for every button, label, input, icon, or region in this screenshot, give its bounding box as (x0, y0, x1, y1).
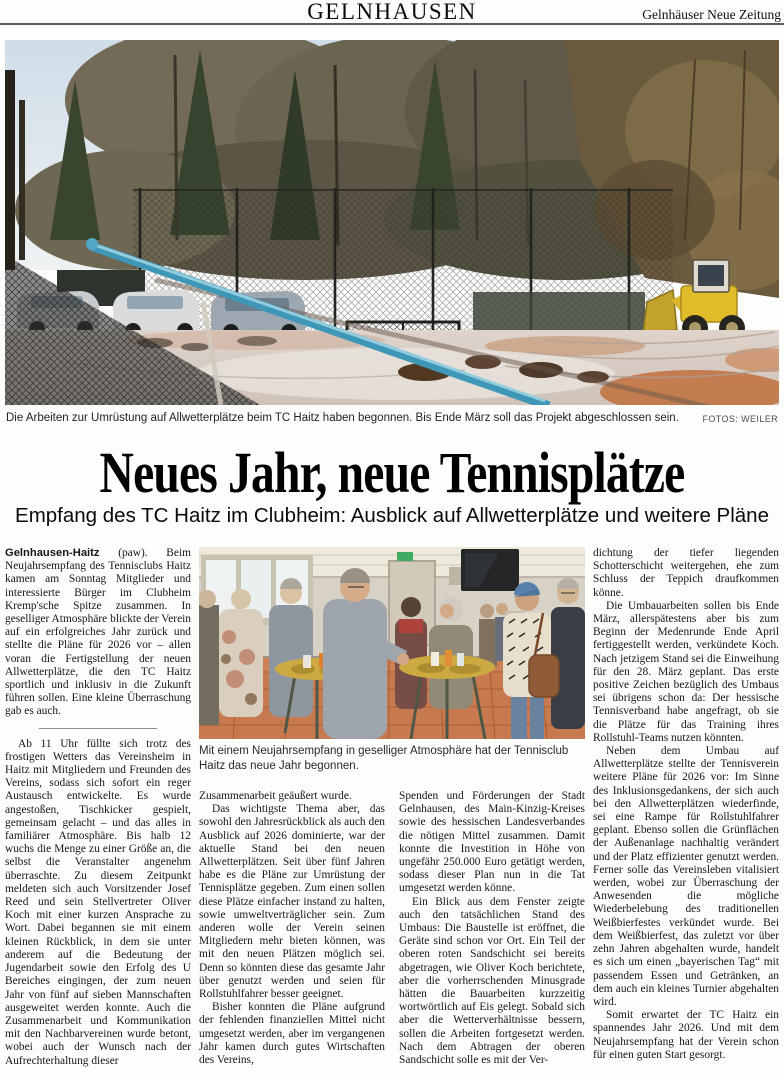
reception-photo-illustration (199, 547, 585, 739)
paragraph-divider (39, 728, 157, 729)
paper-name: Gelnhäuser Neue Zeitung (642, 7, 781, 22)
paragraph: Die Umbauarbeiten sollen bis Ende März, allerspätestens aber bis zum Beginn der Medenrunde Ende April fertiggestellt werden, verkündete Koch. Nach jetzigem Stand sei die Einweihung für den 28. März geplant. Das erste positive Zeichen bezüglich des Umbaus sei übrigens schon da: Der hessische Tennisverband habe angefragt, ob sie die Plätze für das Training ihres Rollstuhl-Teams nutzen könnten. (593, 599, 779, 744)
headline: Neues Jahr, neue Tennisplätze (99, 440, 685, 505)
lead-photo-caption: Die Arbeiten zur Umrüstung auf Allwetterplätze beim TC Haitz haben begonnen. Bis Ende März soll das Projekt abgeschlossen sein. (6, 412, 679, 424)
paragraph: Spenden und Förderungen der Stadt Gelnhausen, des Main-Kinzig-Kreises sowie des hessischen Landesverbandes die nötigen Mittel zusammen. Damit konnte die Investition in Höhe von ungefähr 250.000 Euro getätigt werden, sodass dieser Plan nun in die Tat umgesetzt werden könne. (399, 790, 585, 895)
dateline: Gelnhausen-Haitz (5, 547, 100, 559)
paragraph-text: Beim Neujahrsempfang des Tennisclubs Haitz kamen am Sonntag Mitglieder und interessierte Bürger im Clubheim Kremp'sche Spitze zusammen. In geselliger Atmosphäre blickte der Verein auf ein erfolgreiches Jahr zurück und stellte die Pläne für 2026 vor – allen voran die Fertigstellung der neuen Allwetterplätze, die den TC Haitz sportlich und inklusiv in die Zukunft führen sollen. Eine kleine Überraschung gab es auch. (5, 547, 191, 718)
paragraph: Bisher konnten die Pläne aufgrund der fehlenden finanziellen Mittel nicht umgesetzt werden, aber im vergangenen Jahr kamen durch gutes Wirtschaften des Vereins, (199, 1001, 385, 1067)
foreground-guests (199, 547, 585, 739)
paragraph: Somit erwartet der TC Haitz ein spannendes Jahr 2026. Und mit dem Neujahrsempfang hat der Verein schon für einen guten Start gesorgt. (593, 1009, 779, 1061)
article-column-2 (199, 790, 385, 1080)
article-column-4 (593, 547, 779, 1080)
paragraph: Das wichtigste Thema aber, das sowohl den Jahresrückblick als auch den Ausblick auf 2026 dominierte, war der aktuelle Stand bei den neuen Allwetterplätzen. Seit über fünf Jahren habe es die Pläne zur Umrüstung der Tennisplätze gegeben. Zum einen sollen diese Plätze einfacher instand zu halten, sowie umweltverträglicher sein. Zum anderen wolle der Verein seinen Mitgliedern mehr bieten können, was mit den neuen Plätzen möglich sei. Denn so könnten diese das gesamte Jahr über genutzt werden und seien für Rollstuhlfahrer besser geeignet. (199, 803, 385, 1001)
inline-photo-caption: Mit einem Neujahrsempfang in geselliger Atmosphäre hat der Tennisclub Haitz das neue Jahr begonnen. (199, 745, 569, 772)
paragraph: Ein Blick aus dem Fenster zeigte auch den tatsächlichen Stand des Umbaus: Die Baustelle ist eröffnet, die Geräte sind schon vor Ort. Ein Teil der oberen roten Sandschicht sei bereits abgetragen, wie Oliver Koch berichtete, aber die vorherrschenden Minusgrade hätten die Bauarbeiten kurzzeitig wortwörtlich auf Eis gelegt. Sobald sich aber die Wetterverhältnisse bessern, sollen die Arbeiten fortgesetzt werden. Nach dem Abtragen der oberen Sandschicht solle es mit der Ver- (399, 895, 585, 1067)
construction-photo-illustration (5, 40, 779, 405)
masthead (0, 0, 784, 25)
section-title: GELNHAUSEN (307, 0, 477, 24)
paragraph: Ab 11 Uhr füllte sich trotz des frostigen Wetters das Vereinsheim in Haitz mit Mitgliedern und Freunden des Vereins, sodass sich sofort ein reger Austausch entwickelte. Es wurde angestoßen, Tischkicker gespielt, gemeinsam gelacht – und das alles in familiärer Atmosphäre. Bis halb 12 wuchs die Menge zu einer Größe an, die selbst die Veranstalter angenehm überraschte. Zu diesem Zeitpunkt meldeten sich auch Vorsitzender Josef Reed und sein Stellvertreter Oliver Koch mit einer kurzen Ansprache zu Wort. Dabei begannen sie mit einem kleinen Rückblick, in dem sie unter anderem auf die Bedeutung der Jugendarbeit sowie den Erfolg des U Bereiches eingingen, der zum neuen Jahr von fünf auf sieben Mannschaften ausgeweitet werden konnte. Auch die Zusammenarbeit und Kommunikation mit den Nachbarvereinen wurde betont, wobei auch der Wunsch nach der Aufrechterhaltung dieser (5, 737, 191, 1067)
lead-paragraph (5, 547, 191, 719)
subheadline: Empfang des TC Haitz im Clubheim: Ausblick auf Allwetterplätze und weitere Pläne (15, 504, 769, 527)
byline: (paw). (118, 547, 148, 559)
photo-credit: FOTOS: WEILER (702, 414, 778, 424)
reception-photo (199, 547, 585, 739)
paragraph: Zusammenarbeit geäußert wurde. (199, 790, 352, 802)
article-column-1 (5, 547, 191, 1080)
paragraph: dichtung der tiefer liegenden Schotterschicht weitergehen, ehe zum Schluss der Teppich draufkommen könne. (593, 547, 779, 599)
construction-photo (5, 40, 779, 405)
article-column-3 (399, 790, 585, 1080)
paragraph: Neben dem Umbau auf Allwetterplätze stellte der Tennisverein weitere Pläne für 2026 vor: Im Sinne des Inklusionsgedankens, der sich auch bei den Allwetterplätzen wiederfinde, sei eine Rampe für Rollstuhlfahrer geplant. Ebenso sollen die Grünflächen der Außenanlage nachhaltig verändert und der Platz effizienter genutzt werden. Ferner solle das Vereinsleben vitalisiert werden, wobei zur Überraschung der Anwesenden die mögliche Wiederbelebung des traditionellen Weißbierfestes verkündet wurde. Bei dem Weißbierfest, das zuletzt vor über zehn Jahren abgehalten wurde, handelt es sich um einen „bayerischen Tag“ mit passendem Essen und Getränken, an dem auch ein kleines Turnier abgehalten wird. (593, 745, 779, 1008)
